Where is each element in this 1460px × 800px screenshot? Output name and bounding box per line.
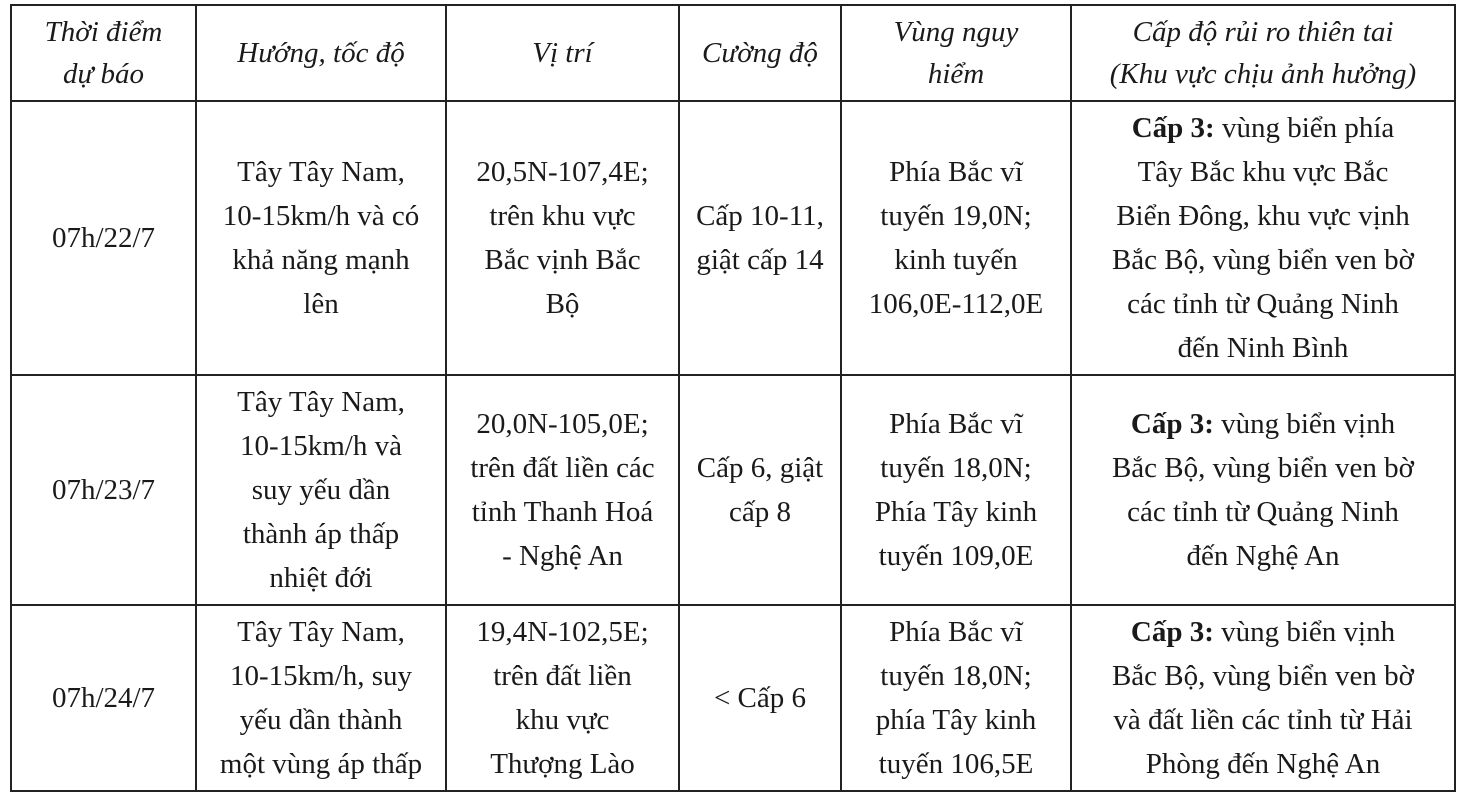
cell-intensity: Cấp 10-11, giật cấp 14 — [679, 101, 841, 375]
risk-level-label: Cấp 3: — [1130, 408, 1214, 440]
cell-danger-zone: Phía Bắc vĩ tuyến 18,0N; phía Tây kinh tuyến 106,5E — [841, 605, 1071, 791]
cell-intensity: Cấp 6, giật cấp 8 — [679, 375, 841, 605]
cell-time: 07h/22/7 — [11, 101, 196, 375]
cell-direction: Tây Tây Nam, 10-15km/h và suy yếu dần thành áp thấp nhiệt đới — [196, 375, 446, 605]
cell-time: 07h/24/7 — [11, 605, 196, 791]
header-intensity: Cường độ — [679, 5, 841, 101]
header-danger-zone: Vùng nguy hiểm — [841, 5, 1071, 101]
header-position: Vị trí — [446, 5, 679, 101]
cell-position: 19,4N-102,5E; trên đất liền khu vực Thượng Lào — [446, 605, 679, 791]
cell-position: 20,0N-105,0E; trên đất liền các tỉnh Thanh Hoá - Nghệ An — [446, 375, 679, 605]
forecast-table — [10, 4, 1456, 792]
cell-time: 07h/23/7 — [11, 375, 196, 605]
cell-danger-zone: Phía Bắc vĩ tuyến 19,0N; kinh tuyến 106,0E-112,0E — [841, 101, 1071, 375]
cell-intensity: < Cấp 6 — [679, 605, 841, 791]
cell-danger-zone: Phía Bắc vĩ tuyến 18,0N; Phía Tây kinh tuyến 109,0E — [841, 375, 1071, 605]
header-risk-level: Cấp độ rủi ro thiên tai (Khu vực chịu ảnh hưởng) — [1071, 5, 1455, 101]
risk-level-label: Cấp 3: — [1131, 112, 1215, 144]
table-row — [11, 101, 1455, 375]
cell-direction: Tây Tây Nam, 10-15km/h và có khả năng mạnh lên — [196, 101, 446, 375]
cell-risk-level: Cấp 3: vùng biển vịnh Bắc Bộ, vùng biển ven bờ các tỉnh từ Quảng Ninh đến Nghệ An — [1071, 375, 1455, 605]
table-row — [11, 605, 1455, 791]
header-direction-speed: Hướng, tốc độ — [196, 5, 446, 101]
cell-direction: Tây Tây Nam, 10-15km/h, suy yếu dần thành một vùng áp thấp — [196, 605, 446, 791]
header-row — [11, 5, 1455, 101]
cell-risk-level: Cấp 3: vùng biển phía Tây Bắc khu vực Bắc Biển Đông, khu vực vịnh Bắc Bộ, vùng biển ven bờ các tỉnh từ Quảng Ninh đến Ninh Bình — [1071, 101, 1455, 375]
cell-risk-level: Cấp 3: vùng biển vịnh Bắc Bộ, vùng biển ven bờ và đất liền các tỉnh từ Hải Phòng đến Nghệ An — [1071, 605, 1455, 791]
cell-position: 20,5N-107,4E; trên khu vực Bắc vịnh Bắc Bộ — [446, 101, 679, 375]
risk-level-label: Cấp 3: — [1130, 616, 1214, 648]
header-forecast-time: Thời điểm dự báo — [11, 5, 196, 101]
table-row — [11, 375, 1455, 605]
